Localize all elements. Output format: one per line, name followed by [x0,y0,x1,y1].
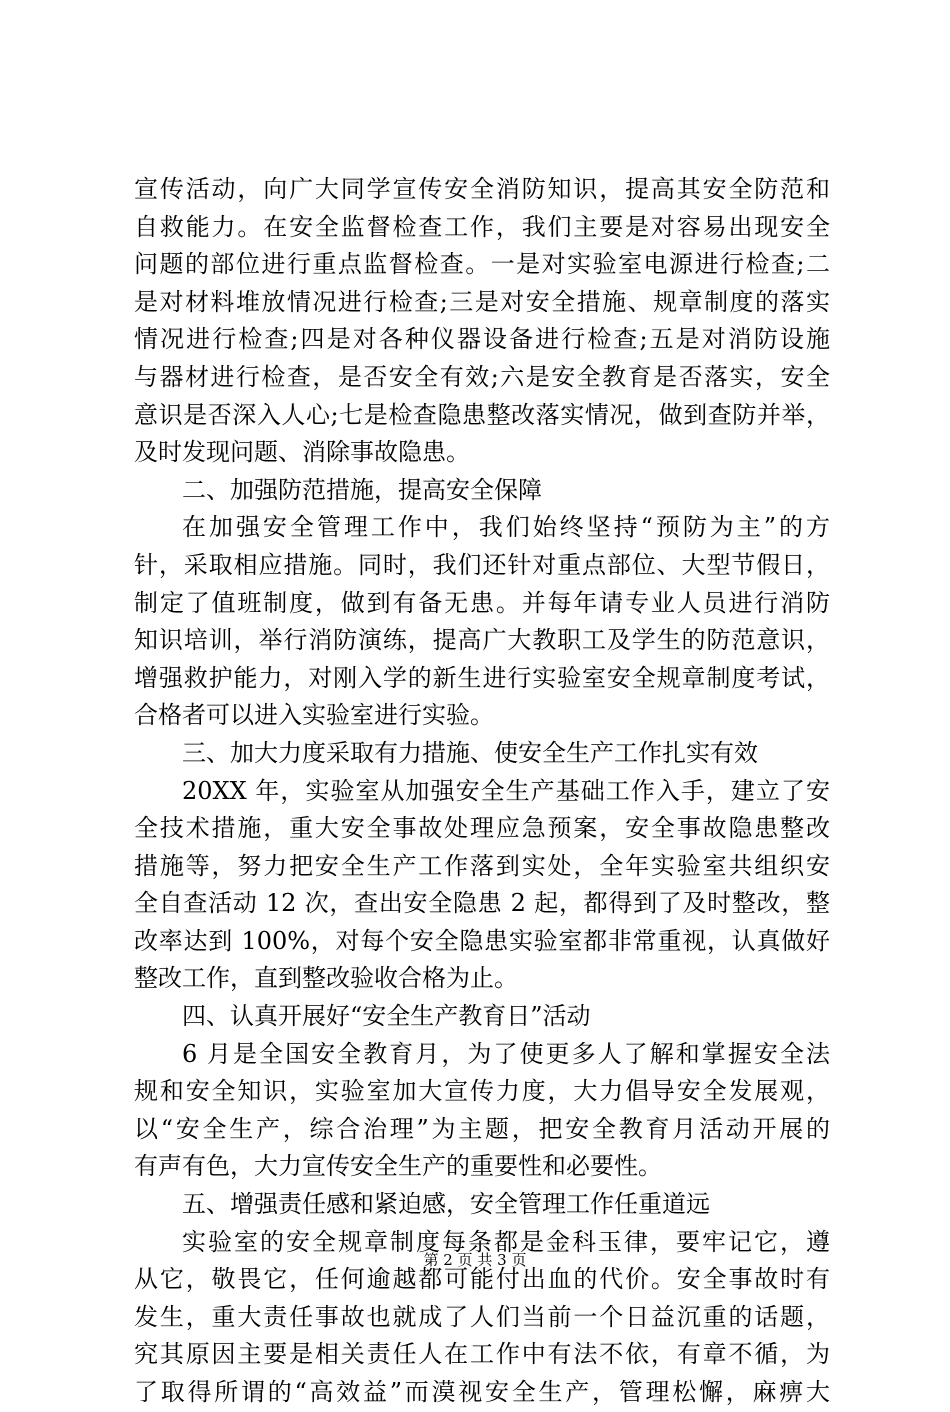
text-line: 了取得所谓的“高效益”而漠视安全生产，管理松懈，麻痹大 [134,1378,830,1406]
text-line: 全自查活动 12 次，查出安全隐患 2 起，都得到了及时整改，整 [134,889,830,918]
page-footer: 第 2 页 共 3 页 [423,1251,527,1269]
text-line: 20XX 年，实验室从加强安全生产基础工作入手，建立了安 [182,776,830,805]
text-line: 以“安全生产，综合治理”为主题，把安全教育月活动开展的 [134,1114,830,1143]
text-line: 6 月是全国安全教育月，为了使更多人了解和掌握安全法 [182,1039,830,1068]
text-line: 知识培训，举行消防演练，提高广大教职工及学生的防范意识， [134,626,830,655]
text-line: 实验室的安全规章制度每条都是金科玉律，要牢记它，遵 [182,1227,830,1256]
text-line: 五、增强责任感和紧迫感，安全管理工作任重道远 [182,1190,710,1219]
text-line: 自救能力。在安全监督检查工作，我们主要是对容易出现安全 [134,212,830,241]
text-line: 究其原因主要是相关责任人在工作中有法不依，有章不循，为 [134,1340,830,1369]
text-line: 有声有色，大力宣传安全生产的重要性和必要性。 [134,1152,662,1181]
text-line: 与器材进行检查，是否安全有效;六是安全教育是否落实，安全 [134,362,830,391]
text-line: 针，采取相应措施。同时，我们还针对重点部位、大型节假日， [134,550,830,579]
text-line: 整改工作，直到整改验收合格为止。 [134,964,518,993]
text-line: 情况进行检查;四是对各种仪器设备进行检查;五是对消防设施 [134,325,830,354]
text-line: 全技术措施，重大安全事故处理应急预案，安全事故隐患整改 [134,814,830,843]
text-line: 制定了值班制度，做到有备无患。并每年请专业人员进行消防 [134,588,830,617]
text-line: 二、加强防范措施，提高安全保障 [182,475,542,504]
text-line: 三、加大力度采取有力措施、使安全生产工作扎实有效 [182,738,758,767]
text-line: 措施等，努力把安全生产工作落到实处，全年实验室共组织安 [134,851,830,880]
text-line: 及时发现问题、消除事故隐患。 [134,438,470,467]
text-line: 规和安全知识，实验室加大宣传力度，大力倡导安全发展观， [134,1077,830,1106]
text-line: 四、认真开展好“安全生产教育日”活动 [182,1002,591,1031]
text-line: 发生，重大责任事故也就成了人们当前一个日益沉重的话题， [134,1302,830,1331]
text-line: 宣传活动，向广大同学宣传安全消防知识，提高其安全防范和 [134,175,830,203]
text-line: 在加强安全管理工作中，我们始终坚持“预防为主”的方 [182,513,830,542]
text-line: 改率达到 100%，对每个安全隐患实验室都非常重视，认真做好 [134,926,830,955]
document-body [134,171,830,1412]
text-line: 意识是否深入人心;七是检查隐患整改落实情况，做到查防并举， [134,400,830,429]
text-line: 从它，敬畏它，任何逾越都可能付出血的代价。安全事故时有 [134,1265,830,1294]
text-line: 问题的部位进行重点监督检查。一是对实验室电源进行检查;二 [134,250,830,279]
text-line: 合格者可以进入实验室进行实验。 [134,701,494,730]
text-line: 增强救护能力，对刚入学的新生进行实验室安全规章制度考试， [134,663,830,692]
text-line: 是对材料堆放情况进行检查;三是对安全措施、规章制度的落实 [134,287,830,316]
